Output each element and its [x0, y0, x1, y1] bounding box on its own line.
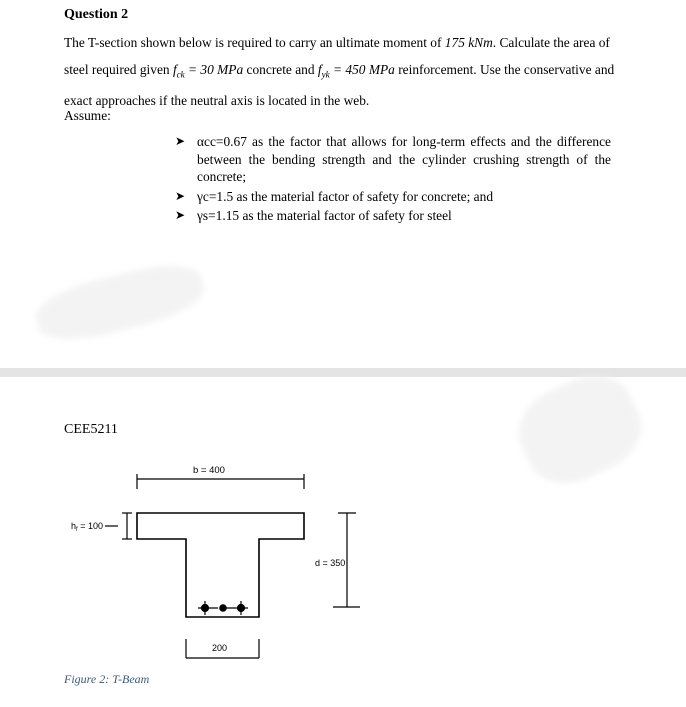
page-separator [0, 368, 686, 377]
web-label: 200 [212, 643, 228, 653]
rebar-bar [238, 605, 245, 612]
arrow-bullet-icon: ➤ [175, 134, 186, 148]
question-title: Question 2 [64, 7, 129, 22]
t-beam-figure [0, 377, 686, 707]
figure-caption: Figure 2: T-Beam [64, 672, 150, 686]
arrow-bullet-icon: ➤ [175, 208, 186, 222]
hf-dimension [105, 513, 132, 539]
assumption-item: ➤ αcc=0.67 as the factor that allows for long-term effects and the difference between the bending strength and the cylinder crushing strength of the concrete; [175, 134, 611, 184]
t-section-outline [137, 513, 304, 617]
assumption-list [175, 133, 611, 227]
rebar-bar [220, 605, 226, 611]
d-label: d = 350 [315, 558, 346, 568]
fck-symbol: $f_{ck} = 30$ MPa [172, 61, 244, 80]
question-body: The T-section shown below is required to carry an ultimate moment of 175 kNm. Calculate the area of steel required given $f_{ck} = 30$ MPa concrete and $f_{yk} = 450$ MPa reinforcement. Use the conservative and exact approaches if the neutral axis is located in the web. [64, 35, 615, 108]
b-dimension [137, 474, 304, 489]
assumption-item: ➤ γs=1.15 as the material factor of safety for steel [175, 208, 452, 223]
rebar-group [198, 601, 248, 615]
fyk-symbol: $f_{yk} = 450$ MPa [317, 61, 395, 80]
eraser-smudge [31, 255, 209, 349]
b-label: b = 400 [193, 465, 225, 476]
assume-label: Assume: [64, 108, 111, 123]
course-code: CEE5211 [64, 422, 118, 437]
rebar-bar [202, 605, 209, 612]
page-2 [0, 377, 686, 707]
assumption-item: ➤ γc=1.5 as the material factor of safety for concrete; and [175, 188, 494, 204]
hf-label: $h_f = 100$ [71, 521, 103, 533]
moment-value: 175 kNm [444, 35, 493, 50]
arrow-bullet-icon: ➤ [175, 188, 186, 203]
